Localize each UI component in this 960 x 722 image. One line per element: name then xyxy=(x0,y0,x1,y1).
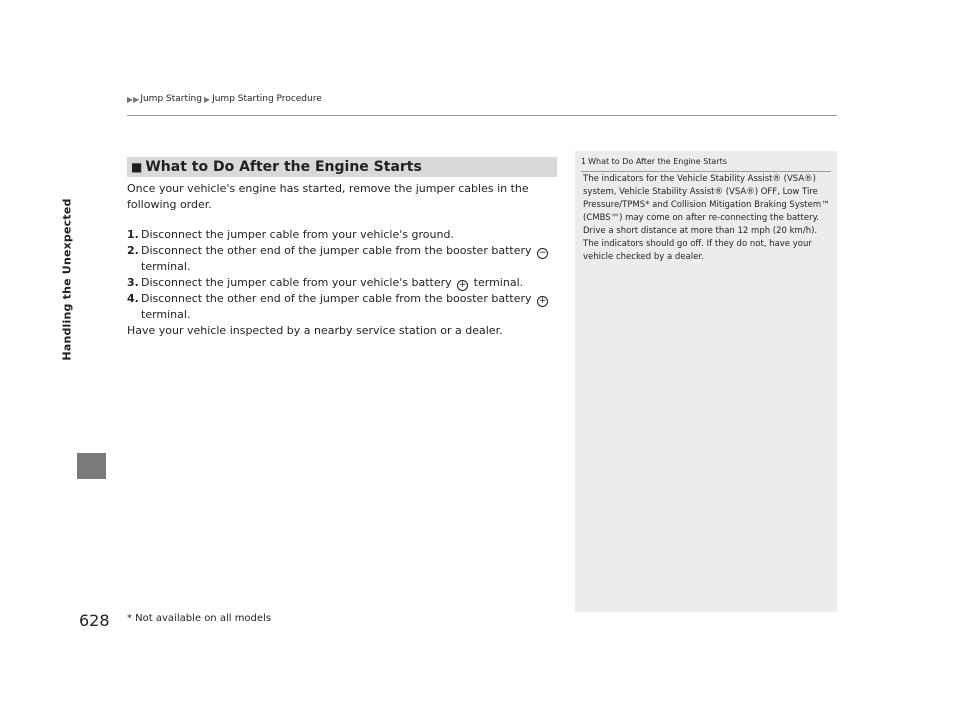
side-note-panel xyxy=(575,151,837,612)
breadcrumb-arrow-icon: ▶▶ xyxy=(127,94,140,104)
side-note-text: The indicators for the Vehicle Stability Assist® (VSA®) system, Vehicle Stability Assist® (VSA®) OFF, Low Tire Pressure/TPMS* and Collision Mitigation Braking System™ (CMBS™) may come on after re-connecting the battery. Drive a short distance at more than 12 mph (20 km/h). The indicators should go off. If they do not, have your vehicle checked by a dealer. xyxy=(583,174,830,262)
page-number: 628 xyxy=(79,611,110,630)
positive-terminal-icon: + xyxy=(458,280,467,290)
section-title: What to Do After the Engine Starts xyxy=(145,159,422,175)
chapter-tab-marker xyxy=(77,453,106,479)
breadcrumb-separator-icon: ▶ xyxy=(203,94,211,104)
step-item xyxy=(127,291,557,323)
header-divider xyxy=(127,115,837,116)
step-number: 4. xyxy=(127,292,139,305)
intro-paragraph: Once your vehicle's engine has started, remove the jumper cables in the following order. xyxy=(127,182,529,211)
step-text: Disconnect the other end of the jumper cable from the booster battery − terminal. xyxy=(141,244,547,273)
negative-terminal-icon: − xyxy=(538,248,547,258)
step-number: 1. xyxy=(127,228,139,241)
main-body xyxy=(127,181,557,339)
step-item xyxy=(127,275,557,291)
positive-terminal-icon: + xyxy=(538,296,547,306)
step-text: Disconnect the other end of the jumper cable from the booster battery + terminal. xyxy=(141,292,547,321)
step-item xyxy=(127,227,557,243)
step-text: Disconnect the jumper cable from your vehicle's battery + terminal. xyxy=(141,276,524,290)
breadcrumb-level-2[interactable]: Jump Starting Procedure xyxy=(212,94,322,104)
chapter-tab xyxy=(60,118,74,448)
breadcrumb xyxy=(127,94,322,104)
section-marker-icon: ■ xyxy=(131,160,143,174)
steps-list xyxy=(127,227,557,323)
section-heading xyxy=(127,157,557,177)
step-item xyxy=(127,243,557,275)
step-number: 2. xyxy=(127,244,139,257)
footnote: * Not available on all models xyxy=(127,613,272,624)
closing-paragraph: Have your vehicle inspected by a nearby service station or a dealer. xyxy=(127,324,503,337)
side-note-title[interactable]: 1 What to Do After the Engine Starts xyxy=(581,157,831,172)
chapter-tab-label: Handling the Unexpected xyxy=(60,198,74,361)
reference-icon: 1 xyxy=(581,157,587,166)
step-number: 3. xyxy=(127,276,139,289)
breadcrumb-level-1[interactable]: Jump Starting xyxy=(140,94,202,104)
step-text: Disconnect the jumper cable from your vehicle's ground. xyxy=(141,228,454,241)
